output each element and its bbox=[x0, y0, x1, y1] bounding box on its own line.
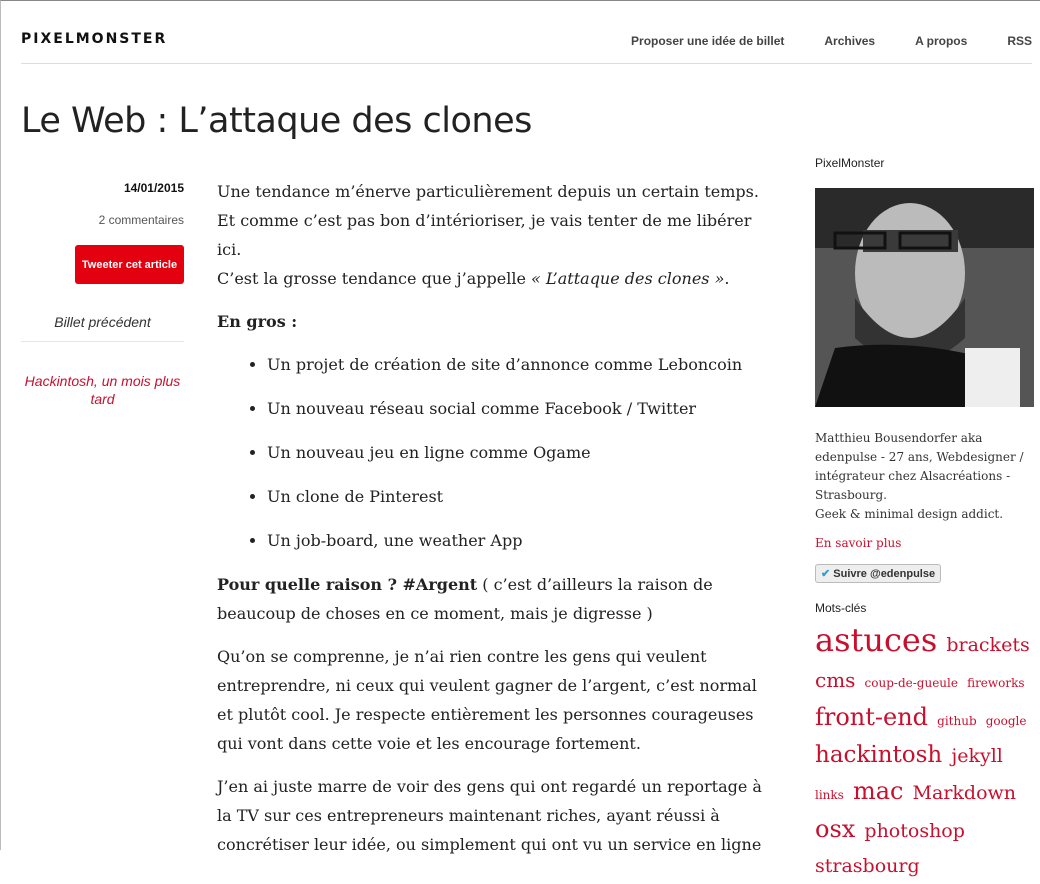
paragraph bbox=[217, 570, 777, 628]
post-meta bbox=[21, 181, 184, 408]
twitter-bird-icon: ✔ bbox=[821, 568, 834, 580]
twitter-follow-button[interactable] bbox=[815, 564, 941, 583]
page-title: Le Web : L’attaque des clones bbox=[21, 101, 532, 141]
tag-link[interactable]: photoshop bbox=[864, 820, 965, 842]
list-item: • Un projet de création de site d’annonce comme Leboncoin bbox=[267, 350, 777, 379]
author-heading: PixelMonster bbox=[815, 156, 885, 170]
paragraph: Qu’on se comprenne, je n’ai rien contre les gens qui veulent entreprendre, ni ceux qui veulent gagner de l’argent, c’est normal et plutôt cool. Je respecte entièrement les personnes courageuses qui vont dans cette voie et les encourage fortement. bbox=[217, 647, 757, 753]
tag-link[interactable]: links bbox=[815, 788, 844, 802]
nav-rss[interactable]: RSS bbox=[1007, 34, 1032, 48]
nav-about[interactable]: A propos bbox=[915, 34, 968, 48]
tag-link[interactable]: cms bbox=[815, 668, 856, 692]
previous-post-label: Billet précédent bbox=[21, 314, 184, 342]
site-logo[interactable]: PIXELMONSTER bbox=[21, 31, 168, 47]
sidebar bbox=[815, 156, 1034, 884]
tag-link[interactable]: strasbourg bbox=[815, 855, 920, 877]
tags-heading: Mots-clés bbox=[815, 601, 867, 615]
site-header bbox=[21, 1, 1032, 64]
tag-link[interactable]: brackets bbox=[946, 634, 1030, 656]
tag-link[interactable]: github bbox=[937, 714, 977, 728]
tag-link[interactable]: astuces bbox=[815, 621, 938, 659]
tag-link[interactable]: hackintosh bbox=[815, 742, 943, 768]
nav-archives[interactable]: Archives bbox=[824, 34, 876, 48]
tag-link[interactable]: mac bbox=[852, 777, 904, 805]
subheading bbox=[217, 307, 777, 336]
portrait-image bbox=[815, 188, 1034, 407]
list-item: • Un nouveau réseau social comme Facebook / Twitter bbox=[267, 394, 777, 423]
about-link[interactable]: En savoir plus bbox=[815, 536, 902, 550]
paragraph: J’en ai juste marre de voir des gens qui ont regardé un reportage à la TV sur ces entrepreneurs maintenant riches, ayant réussi à concrétiser leur idée, ou simplement qui ont vu un service en ligne bbox=[217, 777, 762, 854]
author-bio bbox=[815, 429, 1034, 524]
bio-text: Geek & minimal design addict. bbox=[815, 507, 1004, 521]
nav-propose[interactable]: Proposer une idée de billet bbox=[631, 34, 785, 48]
tag-link[interactable]: osx bbox=[815, 815, 856, 843]
text: . bbox=[724, 269, 730, 288]
author-photo bbox=[815, 188, 1034, 407]
tweet-button[interactable]: Tweeter cet article bbox=[75, 245, 184, 284]
follow-label: Suivre @edenpulse bbox=[833, 568, 936, 580]
tag-link[interactable]: fireworks bbox=[967, 676, 1025, 690]
tag-link[interactable]: jekyll bbox=[951, 745, 1003, 767]
article-body bbox=[217, 177, 777, 873]
text: C’est la grosse tendance que j’appelle bbox=[217, 269, 531, 288]
clone-list bbox=[267, 350, 777, 555]
text: Une tendance m’énerve particulièrement depuis un certain temps. Et comme c’est pas bon d’intérioriser, je vais tenter de me libérer ici. bbox=[217, 182, 759, 259]
bio-text: Matthieu Bousendorfer aka edenpulse - 27 ans, Webdesigner / intégrateur chez Alsacréations - Strasbourg. bbox=[815, 431, 1024, 502]
main-nav bbox=[631, 34, 1032, 48]
quote: « L’attaque des clones » bbox=[531, 269, 725, 288]
text: ( c’est d’ailleurs la raison de beaucoup de choses en ce moment, mais je digresse ) bbox=[217, 575, 713, 623]
post-date: 14/01/2015 bbox=[123, 181, 184, 195]
tag-link[interactable]: google bbox=[985, 714, 1027, 728]
tag-link[interactable]: coup-de-gueule bbox=[864, 676, 958, 690]
list-item: • Un nouveau jeu en ligne comme Ogame bbox=[267, 438, 777, 467]
bold-text: Pour quelle raison ? #Argent bbox=[217, 575, 478, 594]
list-item: • Un clone de Pinterest bbox=[267, 482, 777, 511]
previous-post-link[interactable]: Hackintosh, un mois plus tard bbox=[24, 373, 181, 407]
list-item: • Un job-board, une weather App bbox=[267, 526, 777, 555]
tag-link[interactable]: Markdown bbox=[912, 782, 1017, 804]
paragraph bbox=[217, 177, 777, 293]
tag-cloud bbox=[815, 623, 1034, 884]
tag-link[interactable]: front-end bbox=[815, 703, 929, 731]
bold-text: En gros : bbox=[217, 312, 298, 331]
comments-link[interactable]: 2 commentaires bbox=[98, 213, 184, 227]
